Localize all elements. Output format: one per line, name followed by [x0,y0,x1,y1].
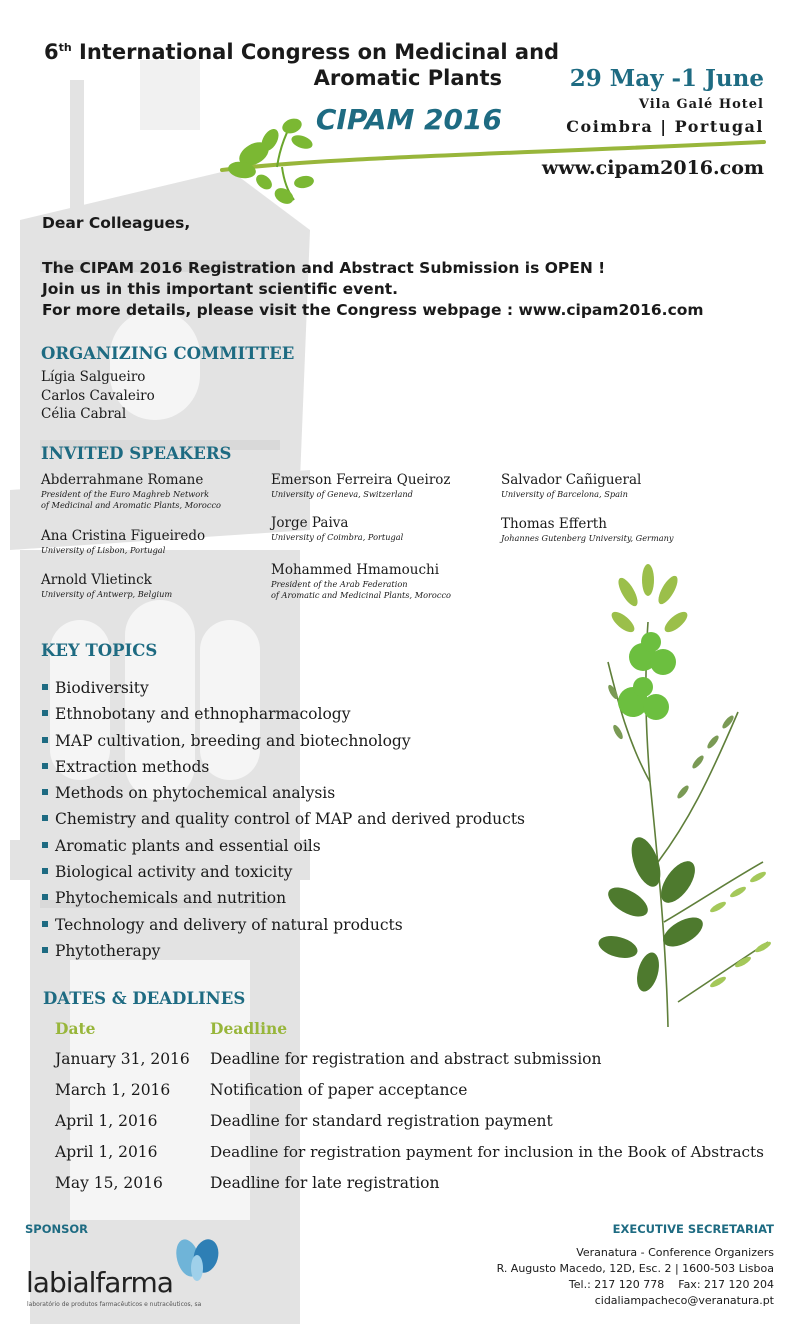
key-topics-heading: KEY TOPICS [41,641,158,660]
deadline-description: Deadline for registration and abstract submission [210,1050,602,1068]
speaker-name: Abderrahmane Romane [41,472,204,488]
speaker-name: Thomas Efferth [501,516,607,532]
speaker-entry [41,572,172,600]
speaker-entry [41,472,221,511]
sponsor-label: SPONSOR [25,1222,89,1236]
speaker-entry [271,562,451,601]
topic-item: Technology and delivery of natural products [42,912,525,938]
butterfly-logo-icon [172,1238,222,1284]
greeting: Dear Colleagues, [42,214,191,232]
speaker-affiliation: University of Geneva, Switzerland [271,489,413,499]
deadline-description: Deadline for registration payment for inclusion in the Book of Abstracts [210,1143,764,1161]
executive-secretariat-label: EXECUTIVE SECRETARIAT [612,1222,774,1236]
speaker-affiliation: of Aromatic and Medicinal Plants, Morocco [271,590,451,600]
speaker-name: Arnold Vlietinck [41,572,152,588]
bullet-icon [42,868,48,874]
topic-item: Chemistry and quality control of MAP and derived products [42,806,525,832]
topic-item: Ethnobotany and ethnopharmacology [42,701,525,727]
bullet-icon [42,842,48,848]
committee-member: Lígia Salgueiro [41,369,146,385]
topic-item: Biological activity and toxicity [42,859,525,885]
deadline-description: Notification of paper acceptance [210,1081,468,1099]
speaker-affiliation: University of Coimbra, Portugal [271,532,404,542]
organizing-committee-heading: ORGANIZING COMMITTEE [41,344,295,363]
speaker-entry [41,528,205,556]
dates-deadlines-heading: DATES & DEADLINES [43,989,246,1008]
deadline-description: Deadline for late registration [210,1174,440,1192]
deadline-date: April 1, 2016 [55,1143,158,1161]
sponsor-tagline: laboratório de produtos farmacêuticos e nutracêuticos, sa [27,1301,202,1308]
topic-item: Biodiversity [42,675,525,701]
congress-website[interactable]: www.cipam2016.com [541,157,764,179]
topic-item: MAP cultivation, breeding and biotechnology [42,728,525,754]
speaker-name: Jorge Paiva [271,515,349,531]
speaker-name: Salvador Cañigueral [501,472,642,488]
congress-acronym: CIPAM 2016 [315,103,502,136]
bullet-icon [42,684,48,690]
intro-line-2: Join us in this important scientific event. [42,280,399,298]
event-venue: Vila Galé Hotel [638,97,764,112]
bullet-icon [42,947,48,953]
deadline-date: March 1, 2016 [55,1081,171,1099]
secretariat-organizer: Veranatura - Conference Organizers [576,1246,774,1259]
speaker-entry [271,472,451,500]
deadline-date: May 15, 2016 [55,1174,163,1192]
speaker-affiliation: Johannes Gutenberg University, Germany [501,533,674,543]
secretariat-email[interactable]: cidaliampacheco@veranatura.pt [594,1294,774,1307]
date-column-header: Date [55,1019,96,1038]
key-topics-list [42,675,525,964]
speaker-name: Mohammed Hmamouchi [271,562,440,578]
speaker-entry [501,516,674,544]
congress-title-line1: 6th International Congress on Medicinal and [44,40,560,64]
deadline-date: January 31, 2016 [55,1050,190,1068]
speaker-name: Emerson Ferreira Queiroz [271,472,451,488]
topic-item: Phytotherapy [42,938,525,964]
aromatic-herbs-illustration [588,562,778,1032]
speaker-entry [501,472,641,500]
sponsor-logo-text: labialfarma [26,1266,173,1299]
speaker-affiliation: President of the Arab Federation [271,579,408,589]
speaker-affiliation: President of the Euro Maghreb Network [41,489,210,499]
secretariat-contact [497,1245,774,1309]
bullet-icon [42,921,48,927]
bullet-icon [42,710,48,716]
speaker-affiliation: University of Antwerp, Belgium [41,589,173,599]
speaker-entry [271,515,403,543]
deadline-date: April 1, 2016 [55,1112,158,1130]
bullet-icon [42,894,48,900]
congress-title-line2: Aromatic Plants [313,66,502,90]
topic-item: Methods on phytochemical analysis [42,780,525,806]
deadline-description: Deadline for standard registration payment [210,1112,553,1130]
bullet-icon [42,737,48,743]
topic-item: Phytochemicals and nutrition [42,885,525,911]
topic-item: Aromatic plants and essential oils [42,833,525,859]
secretariat-address: R. Augusto Macedo, 12D, Esc. 2 | 1600-503 Lisboa [496,1262,774,1275]
speaker-affiliation: University of Barcelona, Spain [501,489,628,499]
speaker-affiliation: University of Lisbon, Portugal [41,545,166,555]
organizing-committee-list [41,368,155,424]
event-city: Coimbra | Portugal [566,117,764,136]
intro-line-3: For more details, please visit the Congress webpage : www.cipam2016.com [42,301,704,319]
speaker-affiliation: of Medicinal and Aromatic Plants, Morocco [41,500,221,510]
speaker-name: Ana Cristina Figueiredo [41,528,206,544]
secretariat-phone-fax: Tel.: 217 120 778 Fax: 217 120 204 [568,1278,774,1291]
deadline-column-header: Deadline [210,1019,288,1038]
event-dates: 29 May -1 June [569,65,764,92]
committee-member: Carlos Cavaleiro [41,387,155,404]
invited-speakers-heading: INVITED SPEAKERS [41,444,232,463]
intro-line-1: The CIPAM 2016 Registration and Abstract Submission is OPEN ! [42,259,606,277]
topic-item: Extraction methods [42,754,525,780]
committee-member: Célia Cabral [41,406,127,422]
bullet-icon [42,815,48,821]
bullet-icon [42,763,48,769]
bullet-icon [42,789,48,795]
